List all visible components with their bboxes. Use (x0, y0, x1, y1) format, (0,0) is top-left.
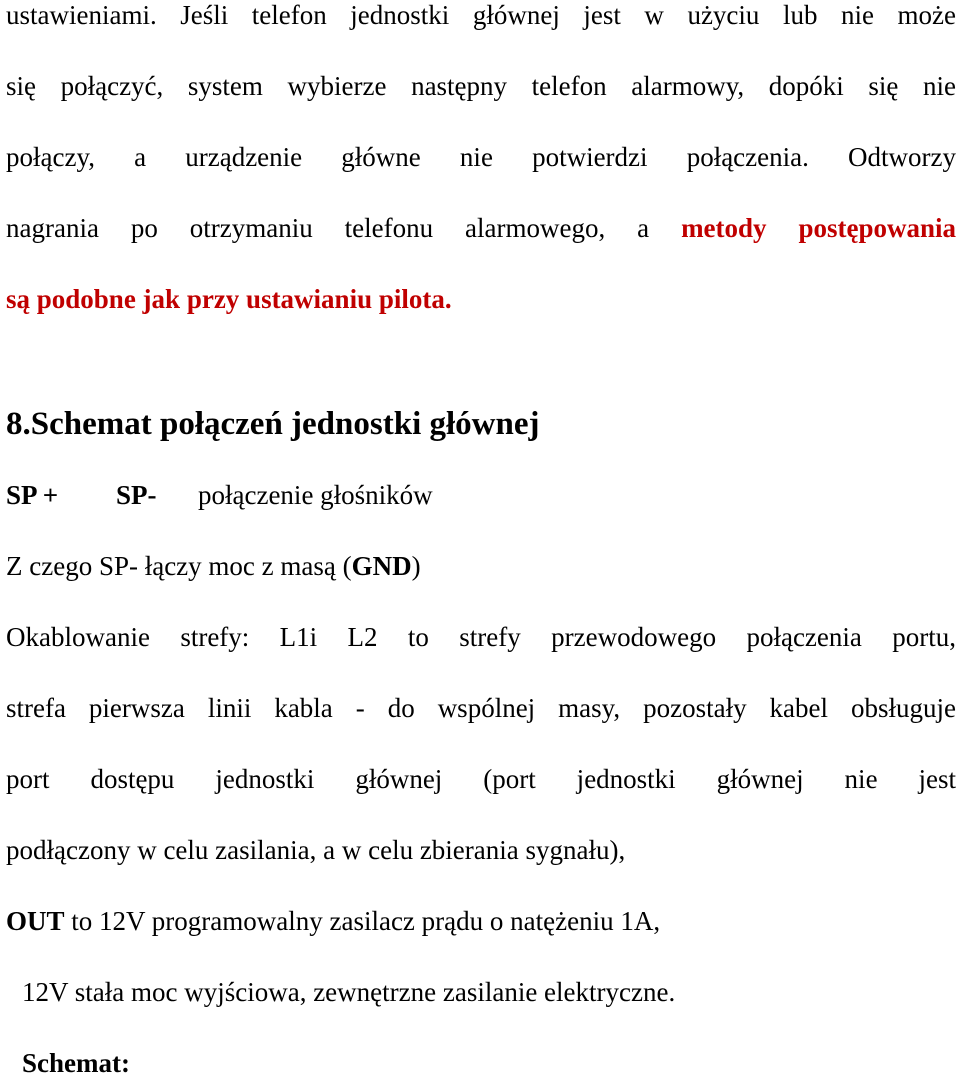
section-heading: 8.Schemat połączeń jednostki głównej (6, 406, 540, 442)
gnd-suffix: ) (411, 551, 421, 581)
gnd-label: GND (351, 551, 412, 581)
sp-minus-label: SP- (116, 480, 157, 510)
intro-line-2: się połączyć, system wybierze następny telefon alarmowy, dopóki się nie (6, 71, 956, 101)
gnd-line (6, 549, 421, 583)
speaker-line (6, 478, 433, 512)
power-line: 12V stała moc wyjściowa, zewnętrzne zasilanie elektryczne. (22, 977, 676, 1007)
intro-line-4 (6, 211, 956, 245)
schemat-label: Schemat: (22, 1048, 130, 1078)
highlight-text: metody postępowania (681, 213, 956, 243)
sp-plus-label: SP + (6, 480, 59, 510)
intro-line-5: są podobne jak przy ustawianiu pilota. (6, 284, 452, 314)
out-label: OUT (6, 906, 65, 936)
intro-line-1: ustawieniami. Jeśli telefon jednostki głównej jest w użyciu lub nie może (6, 0, 956, 30)
wiring-line-4: podłączony w celu zasilania, a w celu zbierania sygnału), (6, 835, 626, 865)
out-line (6, 904, 660, 938)
wiring-line-2: strefa pierwsza linii kabla - do wspólnej masy, pozostały kabel obsługuje (6, 693, 956, 723)
out-description: to 12V programowalny zasilacz prądu o natężeniu 1A, (64, 906, 661, 936)
wiring-line-3: port dostępu jednostki głównej (port jednostki głównej nie jest (6, 764, 956, 794)
intro-line-3: połączy, a urządzenie główne nie potwierdzi połączenia. Odtworzy (6, 142, 956, 172)
gnd-prefix: Z czego SP- łączy moc z masą ( (6, 551, 352, 581)
wiring-line-1: Okablowanie strefy: L1i L2 to strefy przewodowego połączenia portu, (6, 622, 956, 652)
sp-description: połączenie głośników (198, 480, 433, 510)
intro-line-4-text: nagrania po otrzymaniu telefonu alarmowego, a (6, 213, 682, 243)
